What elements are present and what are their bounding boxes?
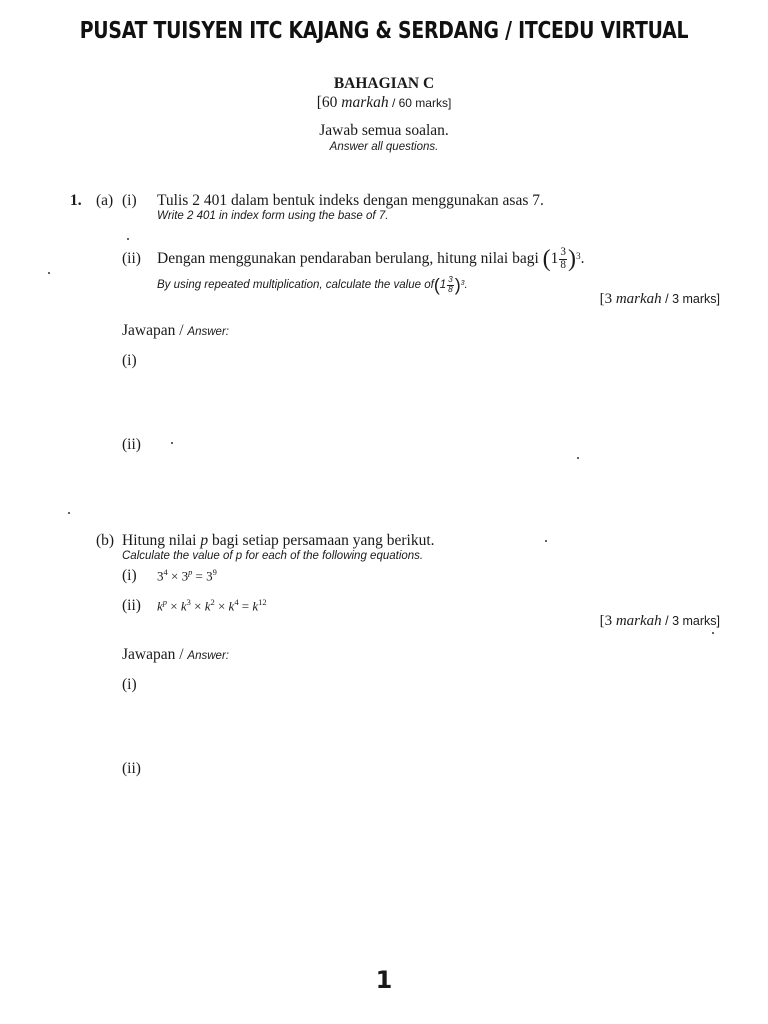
scan-speck <box>48 272 50 274</box>
part-b-answer-i-label: (i) <box>122 676 137 693</box>
part-b-ii-label: (ii) <box>122 597 141 614</box>
page-number: 1 <box>375 966 393 994</box>
part-a-marks: [3 markah / 3 marks] <box>599 291 720 307</box>
part-a-label: (a) <box>96 192 114 209</box>
part-a-answer-label: Jawapan / Answer: <box>122 322 229 339</box>
part-a-i-text-english: Write 2 401 in index form using the base of 7. <box>157 210 389 222</box>
part-a-ii-text-english: By using repeated multiplication, calculate the value of ( 1 $\frac{3}{8}$ ) 3 . <box>157 274 468 295</box>
part-b-answer-label: Jawapan / Answer: <box>122 646 229 663</box>
part-a-ii-label: (ii) <box>122 250 141 267</box>
part-b-text-malay: Hitung nilai p bagi setiap persamaan yang berikut. <box>122 532 435 549</box>
part-a-answer-ii-label: (ii) <box>122 436 141 453</box>
question-number: 1. <box>70 192 82 209</box>
scan-speck <box>712 632 714 634</box>
scan-speck <box>68 512 70 514</box>
part-b-marks: [3 markah / 3 marks] <box>599 613 720 629</box>
instruction-malay: Jawab semua soalan. <box>319 122 449 139</box>
part-b-ii-equation: $k^p \times k^3 \times k^2 \times k^4 = k^{12}$ <box>157 597 267 614</box>
part-b-answer-ii-label: (ii) <box>122 760 141 777</box>
part-b-i-equation: $3^4 \times 3^p = 3^9$ <box>157 567 217 584</box>
part-a-ii-text-malay: Dengan menggunakan pendaraban berulang, hitung nilai bagi ( 1 $\frac{3}{8}$ ) 3 . <box>157 245 585 272</box>
part-a-i-text-malay: Tulis 2 401 dalam bentuk indeks dengan menggunakan asas 7. <box>157 192 544 209</box>
part-a-answer-i-label: (i) <box>122 352 137 369</box>
scan-speck <box>577 457 579 459</box>
part-b-text-english: Calculate the value of p for each of the following equations. <box>122 550 424 562</box>
fraction: $\frac{3}{8}$ <box>560 246 566 271</box>
section-title: BAHAGIAN C <box>333 75 435 92</box>
part-b-label: (b) <box>96 532 115 549</box>
page-header: PUSAT TUISYEN ITC KAJANG & SERDANG / ITCEDU VIRTUAL <box>79 18 689 44</box>
scan-speck <box>545 540 547 542</box>
section-marks: [60 markah / 60 marks] <box>316 94 452 111</box>
part-b-i-label: (i) <box>122 567 137 584</box>
part-a-i-label: (i) <box>122 192 137 209</box>
instruction-english: Answer all questions. <box>329 141 439 153</box>
scan-speck <box>127 238 129 240</box>
scan-speck <box>171 442 173 444</box>
